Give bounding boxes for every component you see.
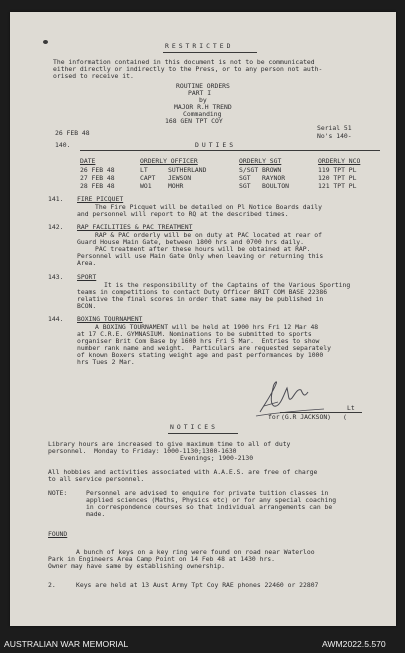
footer-accession: AWM2022.5.570: [322, 639, 386, 649]
signatory-rank: Lt: [347, 404, 355, 412]
duty-officer: JEWSON: [168, 174, 192, 182]
note-line: made.: [86, 510, 106, 518]
duty-sgt: BROWN: [262, 166, 282, 174]
section-143-line: It is the responsibility of the Captains of the Various Sporting: [104, 281, 351, 289]
section-144-line: hrs Tues 2 Mar.: [77, 358, 135, 366]
order-date: 26 FEB 48: [55, 129, 90, 137]
duty-sgt: RAYNOR: [262, 174, 286, 182]
notices-title: NOTICES: [170, 423, 218, 431]
duty-nco: 119 TPT PL: [318, 166, 357, 174]
commanding-officer: MAJOR R.H TREND: [174, 103, 232, 111]
duty-date: 26 FEB 48: [80, 166, 115, 174]
section-144-line: organiser Brit Com Base by 1600 hrs Fri 5 Mar. Entries to show: [77, 337, 320, 345]
section-142-title: RAP FACILITIES & PAC TREATMENT: [77, 223, 193, 231]
notices-underline: [168, 433, 238, 434]
duty-officer: MOHR: [168, 182, 184, 190]
note-line: in correspondence courses so that individual arrangements can be: [86, 503, 333, 511]
by-line: by: [199, 96, 207, 104]
duty-date: 27 FEB 48: [80, 174, 115, 182]
footer-source: AUSTRALIAN WAR MEMORIAL: [4, 639, 129, 649]
found-item-2-number: 2.: [48, 581, 56, 589]
footer-bar: [0, 633, 405, 653]
duty-officer: SUTHERLAND: [168, 166, 207, 174]
notice-line-2: either directly or indirectly to the Press, or to any person not auth-: [53, 65, 323, 73]
notice-line-1: The information contained in this document is not to be communicated: [53, 58, 315, 66]
section-143-title: SPORT: [77, 273, 97, 281]
col-orderly-nco: ORDERLY NCO: [318, 157, 361, 165]
routine-orders: ROUTINE ORDERS: [176, 82, 230, 90]
section-142-line: PAC treatment after these hours will be obtained at RAP.: [95, 245, 311, 253]
library-line: Library hours are increased to give maximum time to all of duty: [48, 440, 291, 448]
found-line: Park in Engineers Area Camp Point on 14 Feb 48 at 1430 hrs.: [48, 555, 276, 563]
section-142-line: Personnel will use Main Gate Only when leaving or returning this: [77, 252, 324, 260]
duty-sgt-rank: S/SGT: [239, 166, 259, 174]
section-141-line: and personnel will report to RQ at the described times.: [77, 210, 289, 218]
duty-date: 28 FEB 48: [80, 182, 115, 190]
commanding-label: Commanding: [183, 110, 222, 118]
unit-name: 168 GEN TPT COY: [165, 117, 223, 125]
section-144-line: number rank name and weight. Particulars are requested separately: [77, 344, 331, 352]
duty-nco: 121 TPT PL: [318, 182, 357, 190]
library-line: Evenings; 1900-2130: [180, 454, 254, 462]
duty-officer-rank: WO1: [140, 182, 152, 190]
found-line: Owner may have same by establishing ownership.: [48, 562, 225, 570]
signature-rule: [280, 412, 362, 413]
found-item-2: Keys are held at 13 Aust Army Tpt Coy RAE phones 22460 or 22807: [76, 581, 319, 589]
restricted-underline: [163, 52, 257, 53]
part-number: PART I: [188, 89, 212, 97]
col-orderly-officer: ORDERLY OFFICER: [140, 157, 198, 165]
section-141-title: FIRE PICQUET: [77, 195, 124, 203]
document-page: [10, 12, 396, 626]
duty-nco: 120 TPT PL: [318, 174, 357, 182]
section-143-line: teams in competitions to contact Duty Officer BRIT COM BASE 22386: [77, 288, 328, 296]
section-141-number: 141.: [48, 195, 64, 203]
found-line: A bunch of keys on a key ring were found on road near Waterloo: [76, 548, 315, 556]
col-date: DATE: [80, 157, 96, 165]
section-143-number: 143.: [48, 273, 64, 281]
duty-officer-rank: LT: [140, 166, 148, 174]
duties-title: DUTIES: [195, 141, 237, 149]
duties-rule: [80, 150, 380, 151]
section-143-line: BCON.: [77, 302, 97, 310]
note-label: NOTE:: [48, 489, 68, 497]
section-144-line: at 17 C.R.E. GYMNASIUM. Nominations to be submitted to sports: [77, 330, 312, 338]
signatory-name: (G.R JACKSON): [281, 413, 332, 421]
duty-officer-rank: CAPT: [140, 174, 156, 182]
order-numbers: No's 140-: [317, 132, 352, 140]
hobbies-line: to all service personnel.: [48, 475, 145, 483]
punch-mark: [43, 40, 48, 44]
duty-sgt: BOULTON: [262, 182, 289, 190]
notice-line-3: orised to receive it.: [53, 72, 134, 80]
duty-sgt-rank: SGT: [239, 174, 251, 182]
section-142-line: Area.: [77, 259, 97, 267]
section-142-line: Guard House Main Gate, between 1800 hrs and 0700 hrs daily.: [77, 238, 305, 246]
section-144-title: BOXING TOURNAMENT: [77, 315, 143, 323]
section-144-line: of known Boxers stating weight age and past performances by 1000: [77, 351, 324, 359]
signature-for: for: [268, 413, 280, 421]
serial-number: Serial 51: [317, 124, 352, 132]
section-142-number: 142.: [48, 223, 64, 231]
library-line: personnel. Monday to Friday: 1000-1130;1300-1630: [48, 447, 237, 455]
section-140-number: 140.: [55, 141, 71, 149]
section-142-line: RAP & PAC orderly will be on duty at PAC located at rear of: [95, 231, 323, 239]
section-141-line: The Fire Picquet will be detailed on Pl Notice Boards daily: [95, 203, 323, 211]
found-title: FOUND: [48, 530, 68, 538]
duty-sgt-rank: SGT: [239, 182, 251, 190]
section-144-number: 144.: [48, 315, 64, 323]
note-line: Personnel are advised to enquire for private tuition classes in: [86, 489, 329, 497]
hobbies-line: All hobbies and activities associated with A.A.E.S. are free of charge: [48, 468, 318, 476]
signatory-role: (: [343, 413, 347, 421]
section-144-line: A BOXING TOURNAMENT will be held at 1900 hrs Fri 12 Mar 48: [95, 323, 319, 331]
restricted-heading: RESTRICTED: [165, 42, 234, 50]
note-line: applied sciences (Maths, Physics etc) or for any special coaching: [86, 496, 337, 504]
section-143-line: relative the final scores in order that same may be published in: [77, 295, 324, 303]
col-orderly-sgt: ORDERLY SGT: [239, 157, 282, 165]
